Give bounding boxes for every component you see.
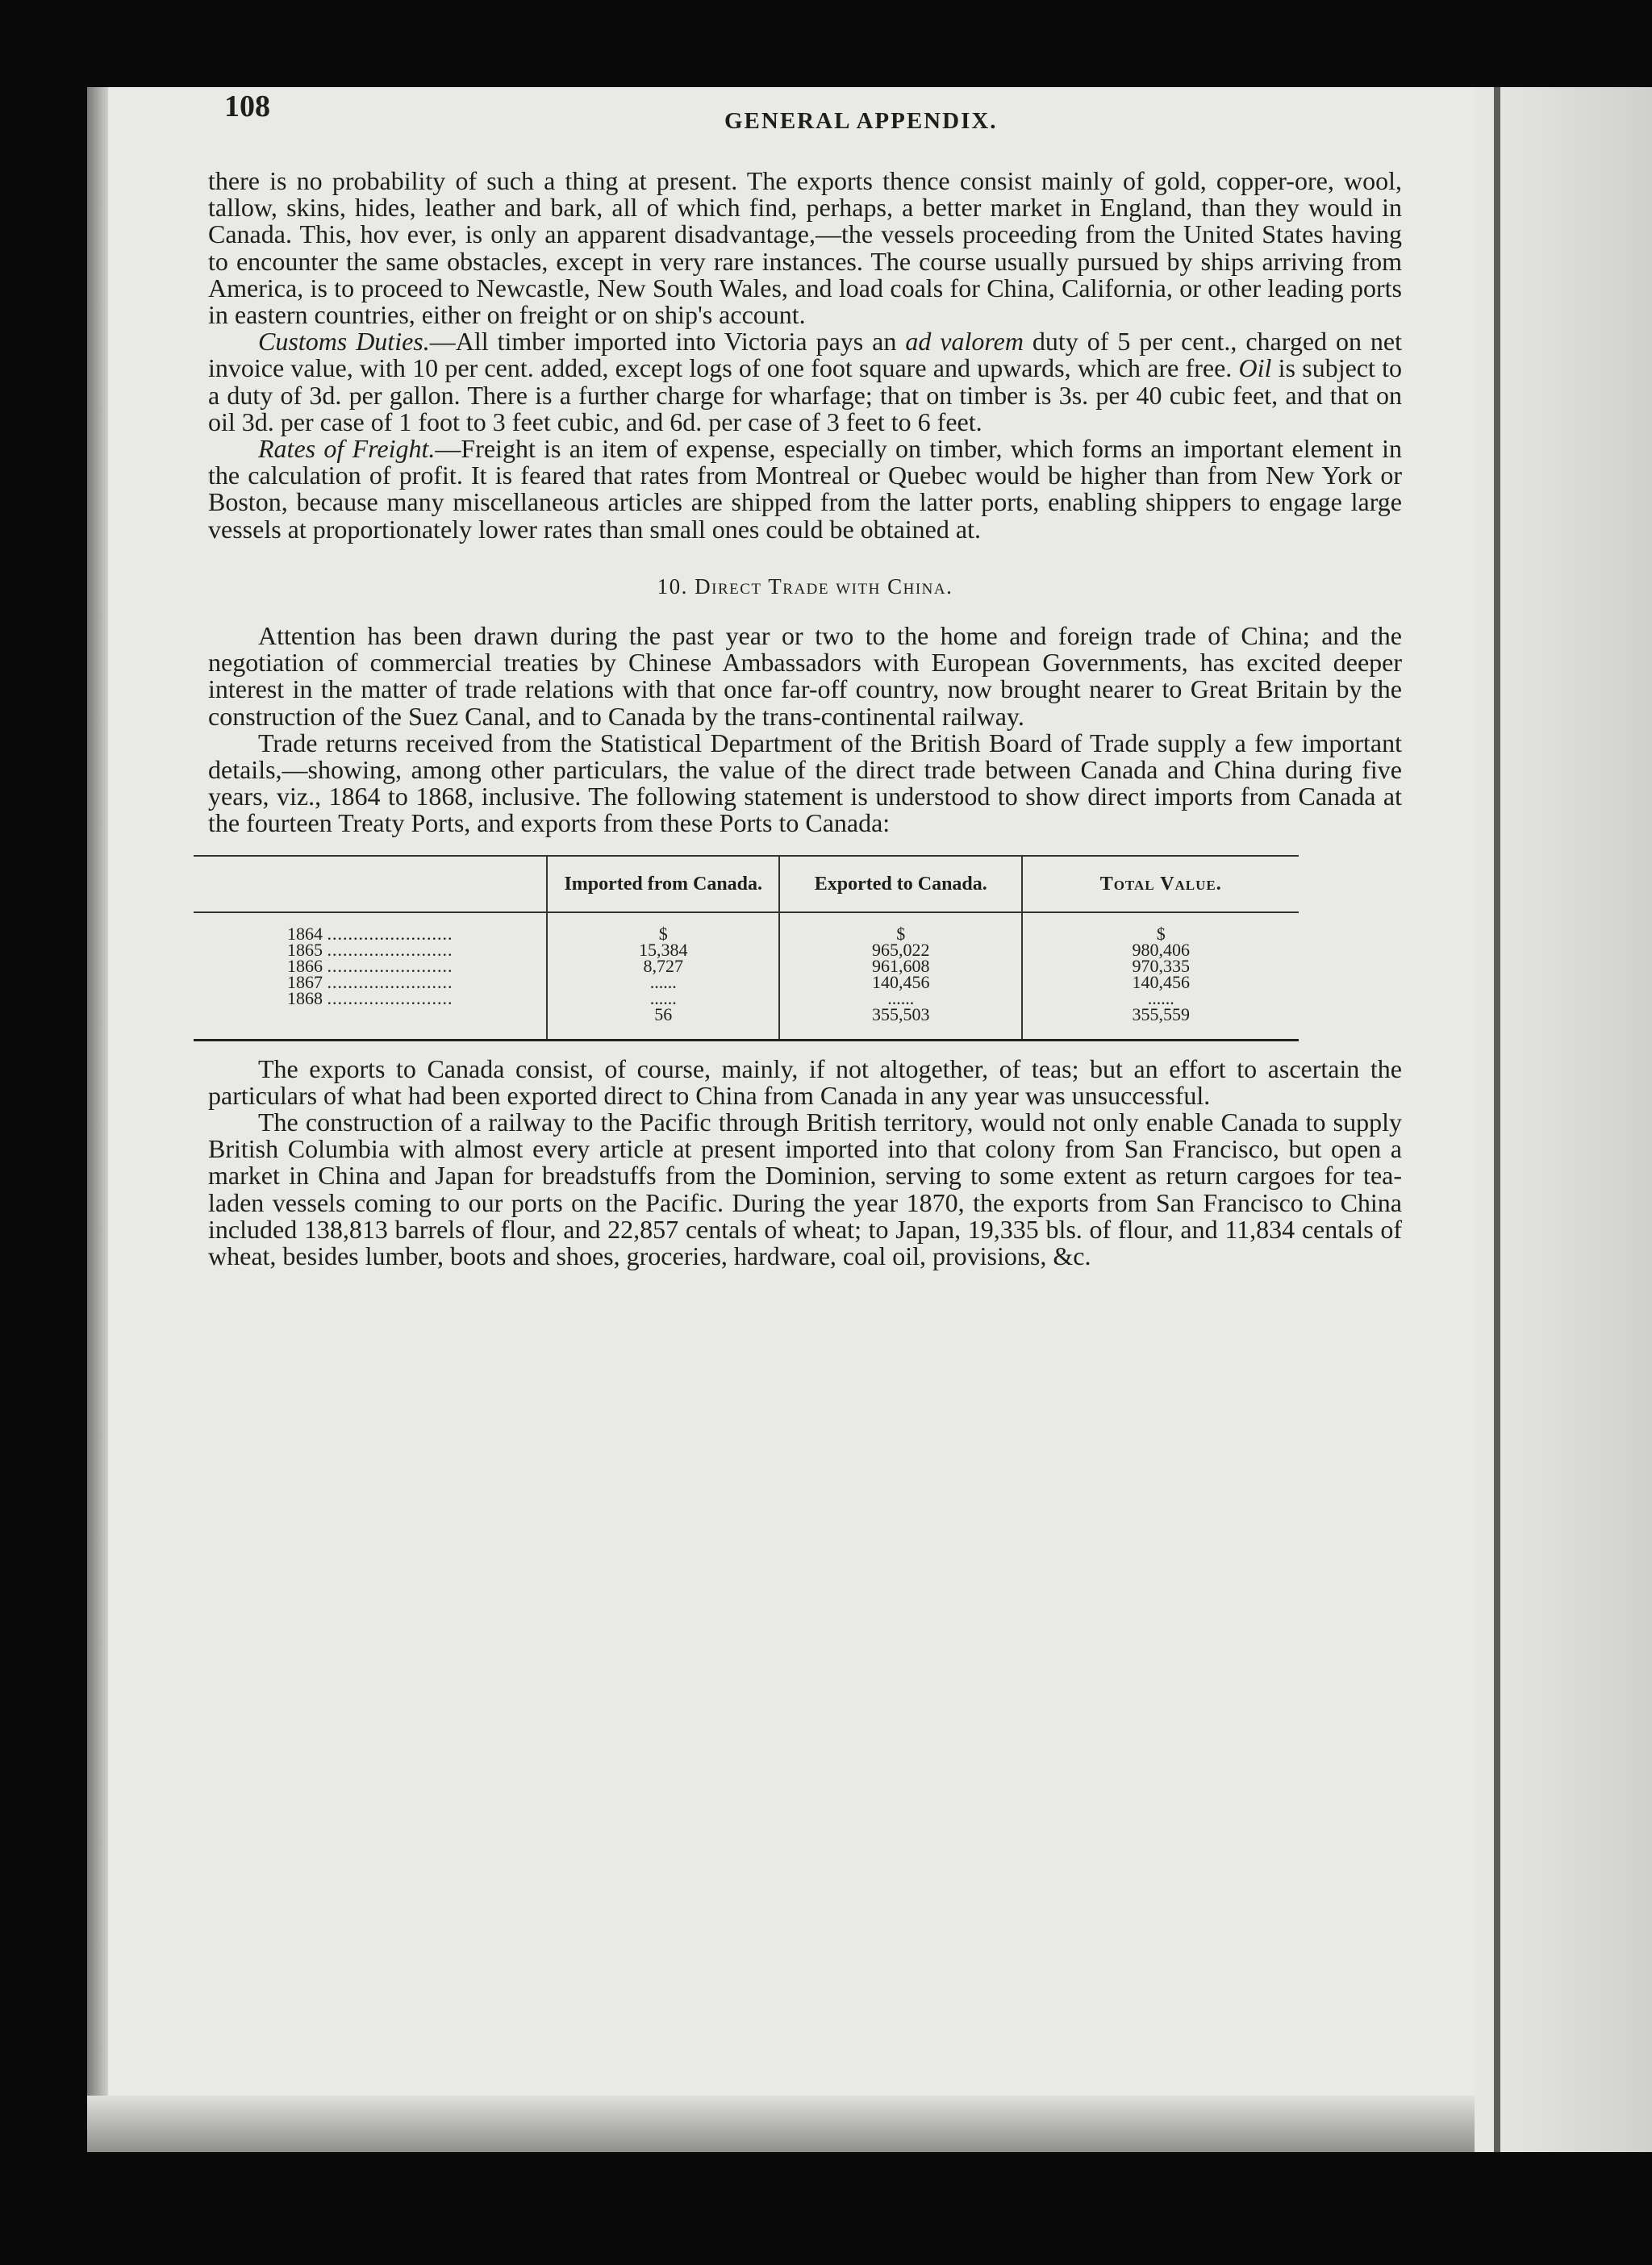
table-cell: 140,456 [872,971,930,992]
section-title: 10. Direct Trade with China. [657,574,953,599]
table-header-blank [194,856,547,912]
year-column [194,912,547,1041]
table-cell: $ [1156,923,1166,944]
paragraph: Trade returns received from the Statistical Department of the British Board of Trade supply a few important details,—showing, among other particulars, the value of the direct trade between Canada and China during five years, viz., 1864 to 1868, inclusive. The following statement is understood to show direct imports from Canada at the fourteen Treaty Ports, and exports from these Ports to Canada: [208,728,1402,838]
table-cell: ...... [649,987,677,1008]
dot-leader: ........................ [327,939,453,960]
page-header [224,89,1434,137]
table-cell: 961,608 [872,955,930,976]
table-cell: 965,022 [872,939,930,960]
table-header-imported: Imported from Canada. [547,856,779,912]
trade-table [194,855,1299,1041]
page-fold-edge [1494,87,1500,2152]
year-label: 1864 [286,923,323,944]
paragraph: there is no probability of such a thing at present. The exports thence consist mainly of gold, copper-ore, wool, tallow, skins, hides, leather and bark, all of which find, perhaps, a better market in England, than they would in Canada. This, hov ever, is only an apparent disadvantage,—the vessels proceeding from the United States having to encounter the same obstacles, except in very rare instances. The course usually pursued by ships arriving from America, is to proceed to Newcastle, New South Wales, and load coals for China, California, or other leading ports in eastern countries, either on freight or on ship's account. [208,166,1402,330]
body-text [208,168,1402,1270]
exported-column [779,912,1022,1041]
dot-leader: ........................ [327,923,453,944]
document-page [87,87,1475,2152]
paragraph: The exports to Canada consist, of course, mainly, if not altogether, of teas; but an effort to ascertain the particulars of what had been exported direct to China from Canada in any year was unsuccessful. [208,1053,1402,1110]
side-heading: Customs Duties. [258,327,430,357]
table-cell: 140,456 [1132,971,1190,992]
table-cell: 970,335 [1132,955,1190,976]
side-heading: Rates of Freight. [258,434,436,464]
table-cell: ...... [649,971,677,992]
paragraph: The construction of a railway to the Pacific through British territory, would not only enable Canada to supply British Columbia with almost every article at present imported into that colony from San Francisco, but open a market in China and Japan for breadstuffs from the Dominion, serving to some extent as return cargoes for tea-laden vessels coming to our ports on the Pacific. During the year 1870, the exports from San Francisco to China included 138,813 barrels of flour, and 22,857 centals of wheat; to Japan, 19,335 bls. of flour, and 11,834 centals of wheat, besides lumber, boots and shoes, groceries, hardware, coal oil, provisions, &c. [208,1107,1402,1271]
paragraph-text: duty of 5 per cent., charged on net invoice value, with 10 per cent. added, except logs of one foot square and upwards, which are free. [208,327,1403,383]
paragraph: Attention has been drawn during the past year or two to the home and foreign trade of China; and the negotiation of commercial treaties by Chinese Ambassadors with European Governments, has excited deeper interest in the matter of trade relations with that once far-off country, now brought nearer to Great Britain by the construction of the Suez Canal, and to Canada by the trans-continental railway. [208,621,1402,731]
italic-term: Oil [1238,353,1272,383]
table-row [194,912,1299,1041]
table-cell: ...... [1147,987,1174,1008]
table-header-row [194,856,1299,912]
paragraph-text: —Freight is an item of expense, especially on timber, which forms an important element in the calculation of profit. It is feared that rates from Montreal or Quebec would be higher than from New York or Boston, because many miscellaneous articles are shipped from the latter ports, enabling shippers to engage large vessels at proportionately lower rates than small ones could be obtained at. [208,434,1403,544]
dot-leader: ........................ [327,971,453,992]
table-cell: $ [896,923,906,944]
paragraph-text: —All timber imported into Victoria pays an [429,327,906,357]
trade-table-container [194,855,1299,1041]
table-cell: $ [658,923,668,944]
year-label: 1867 [286,971,323,992]
table-header-exported: Exported to Canada. [779,856,1022,912]
year-label: 1868 [286,987,323,1008]
year-label: 1866 [286,955,323,976]
table-cell: 15,384 [638,939,688,960]
table-cell: 980,406 [1132,939,1190,960]
table-cell: 56 [654,1003,673,1024]
paragraph-customs-duties [208,328,1402,436]
table-cell: 355,503 [872,1003,930,1024]
running-title: GENERAL APPENDIX. [724,108,998,134]
paragraph-text: is subject to a duty of 3d. per gallon. There is a further charge for wharfage; that on timber is 3s. per 40 cubic feet, and that on oil 3d. per case of 1 foot to 3 feet cubic, and 6d. per case of 3 feet to 6 feet. [208,353,1402,436]
paragraph-rates-of-freight [208,436,1402,543]
page-number: 108 [224,90,270,123]
table-cell: ...... [887,987,915,1008]
table-header-total: Total Value. [1022,856,1299,912]
year-label: 1865 [286,939,323,960]
dot-leader: ........................ [327,955,453,976]
table-cell: 355,559 [1132,1003,1190,1024]
total-column [1022,912,1299,1041]
imported-column [547,912,779,1041]
dot-leader: ........................ [327,987,453,1008]
table-cell: 8,727 [643,955,683,976]
italic-term: ad valorem [905,327,1024,357]
